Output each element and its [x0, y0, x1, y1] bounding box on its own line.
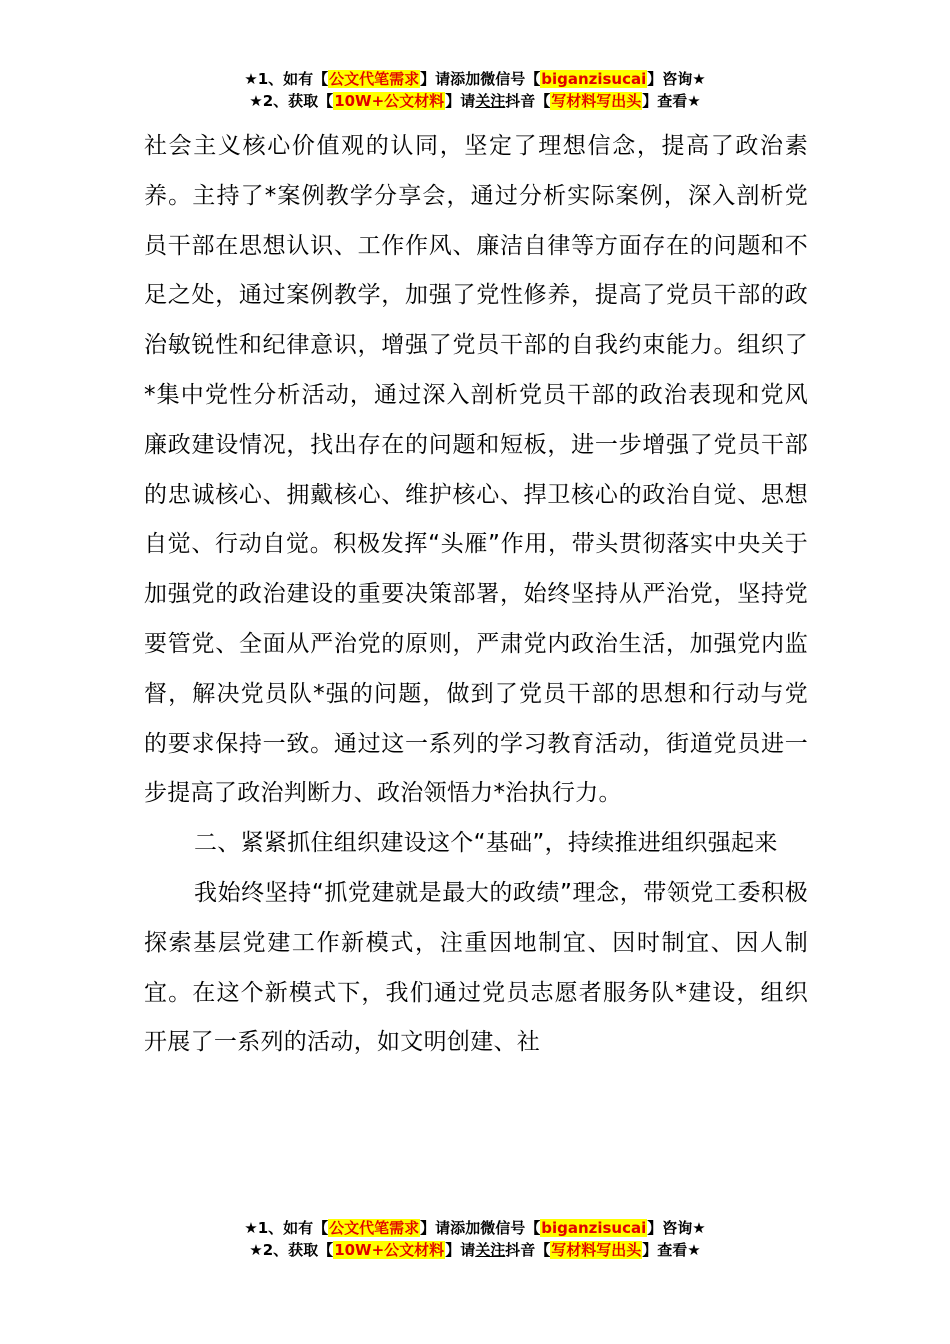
- header-highlight-douyin: 写材料写出头: [551, 92, 642, 110]
- footer-line-2-suffix: 】查看★: [642, 1241, 701, 1259]
- header-line-2: [0, 90, 950, 112]
- footer-banner: [0, 1217, 950, 1261]
- footer-line-1-bold-word: 加: [465, 1219, 481, 1237]
- section-heading-2: 二、紧紧抓住组织建设这个“基础”，持续推进组织强起来: [194, 830, 778, 857]
- header-highlight-ghostwriting: 公文代笔需求: [329, 70, 420, 88]
- header-banner: [0, 68, 950, 112]
- footer-line-1: [0, 1217, 950, 1239]
- header-line-1: [0, 68, 950, 90]
- footer-line-1-prefix: ★1、如有【: [244, 1219, 329, 1237]
- header-line-1-prefix: ★1、如有【: [244, 70, 329, 88]
- header-line-1-mid1: 】请添: [420, 70, 466, 88]
- footer-highlight-materials: 10W+公文材料: [334, 1241, 445, 1259]
- footer-line-1-mid1: 】请添: [420, 1219, 466, 1237]
- header-highlight-materials: 10W+公文材料: [334, 92, 445, 110]
- footer-highlight-ghostwriting: 公文代笔需求: [329, 1219, 420, 1237]
- footer-line-1-suffix: 】咨询★: [647, 1219, 706, 1237]
- footer-line-2-underline-word: 关注: [475, 1241, 506, 1259]
- footer-line-2-mid1: 】请: [445, 1241, 476, 1259]
- footer-line-1-mid2: 微信号【: [480, 1219, 541, 1237]
- footer-line-2: [0, 1239, 950, 1261]
- footer-highlight-douyin: 写材料写出头: [551, 1241, 642, 1259]
- footer-line-2-mid2: 抖音【: [505, 1241, 551, 1259]
- header-line-2-mid2: 抖音【: [505, 92, 551, 110]
- footer-highlight-wechat-id: biganzisucai: [541, 1219, 647, 1237]
- footer-line-2-prefix: ★2、获取【: [249, 1241, 334, 1259]
- header-highlight-wechat-id: biganzisucai: [541, 70, 647, 88]
- header-line-1-suffix: 】咨询★: [647, 70, 706, 88]
- header-line-1-bold-word: 加: [465, 70, 481, 88]
- header-line-2-mid1: 】请: [445, 92, 476, 110]
- header-line-2-suffix: 】查看★: [642, 92, 701, 110]
- header-line-2-prefix: ★2、获取【: [249, 92, 334, 110]
- header-line-2-underline-word: 关注: [475, 92, 506, 110]
- paragraph-2: 我始终坚持“抓党建就是最大的政绩”理念，带领党工委积极探索基层党建工作新模式，注重因地制宜、因时制宜、因人制宜。在这个新模式下，我们通过党员志愿者服务队*建设，组织开展了一系列的活动，如文明创建、社: [144, 879, 808, 1056]
- header-line-1-mid2: 微信号【: [480, 70, 541, 88]
- paragraph-1: 社会主义核心价值观的认同，坚定了理想信念，提高了政治素养。主持了*案例教学分享会，通过分析实际案例，深入剖析党员干部在思想认识、工作作风、廉洁自律等方面存在的问题和不足之处，通过案例教学，加强了党性修养，提高了党员干部的政治敏锐性和纪律意识，增强了党员干部的自我约束能力。组织了*集中党性分析活动，通过深入剖析党员干部的政治表现和党风廉政建设情况，找出存在的问题和短板，进一步增强了党员干部的忠诚核心、拥戴核心、维护核心、捍卫核心的政治自觉、思想自觉、行动自觉。积极发挥“头雁”作用，带头贯彻落实中央关于加强党的政治建设的重要决策部署，始终坚持从严治党，坚持党要管党、全面从严治党的原则，严肃党内政治生活，加强党内监督，解决党员队*强的问题，做到了党员干部的思想和行动与党的要求保持一致。通过这一系列的学习教育活动，街道党员进一步提高了政治判断力、政治领悟力*治执行力。: [144, 133, 808, 807]
- document-body: [144, 122, 808, 1068]
